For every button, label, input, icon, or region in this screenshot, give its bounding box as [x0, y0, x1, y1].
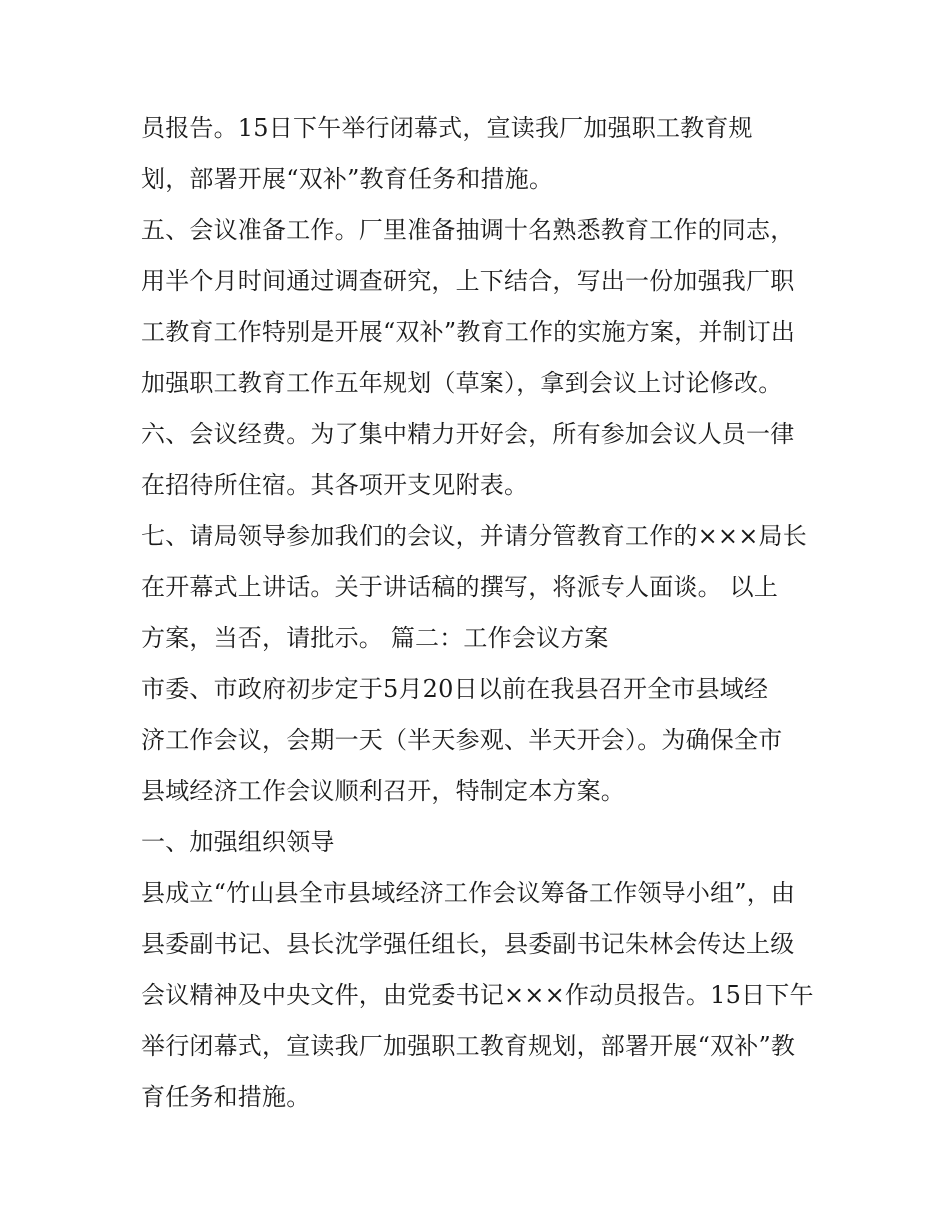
text-line: 用半个月时间通过调查研究，上下结合，写出一份加强我厂职 [141, 267, 795, 295]
text-line: 举行闭幕式，宣读我厂加强职工教育规划，部署开展“双补”教 [141, 1032, 796, 1060]
text-line: 一、加强组织领导 [141, 828, 335, 856]
text-line: 加强职工教育工作五年规划（草案），拿到会议上讨论修改。 [141, 369, 783, 397]
text-line: 六、会议经费。为了集中精力开好会，所有参加会议人员一律 [141, 420, 795, 448]
document-body [141, 103, 821, 1123]
text-line: 员报告。15日下午举行闭幕式，宣读我厂加强职工教育规 [141, 114, 753, 142]
text-line: 育任务和措施。 [141, 1083, 311, 1111]
text-line: 县域经济工作会议顺利召开，特制定本方案。 [141, 777, 625, 805]
text-line: 县成立“竹山县全市县域经济工作会议筹备工作领导小组”，由 [141, 879, 796, 907]
text-line: 县委副书记、县长沈学强任组长，县委副书记朱林会传达上级 [141, 930, 795, 958]
text-line: 划，部署开展“双补”教育任务和措施。 [141, 165, 554, 193]
text-line: 在招待所住宿。其各项开支见附表。 [141, 471, 529, 499]
text-line: 方案，当否，请批示。 篇二：工作会议方案 [141, 624, 609, 652]
text-line: 在开幕式上讲话。关于讲话稿的撰写，将派专人面谈。 以上 [141, 573, 779, 601]
text-line: 七、请局领导参加我们的会议，并请分管教育工作的×××局长 [141, 522, 807, 550]
text-line: 工教育工作特别是开展“双补”教育工作的实施方案，并制订出 [141, 318, 796, 346]
text-line: 市委、市政府初步定于5月20日以前在我县召开全市县域经 [141, 675, 769, 703]
text-line: 五、会议准备工作。厂里准备抽调十名熟悉教育工作的同志， [141, 216, 795, 244]
text-line: 会议精神及中央文件，由党委书记×××作动员报告。15日下午 [141, 981, 814, 1009]
text-line: 济工作会议，会期一天（半天参观、半天开会）。为确保全市 [141, 726, 783, 754]
